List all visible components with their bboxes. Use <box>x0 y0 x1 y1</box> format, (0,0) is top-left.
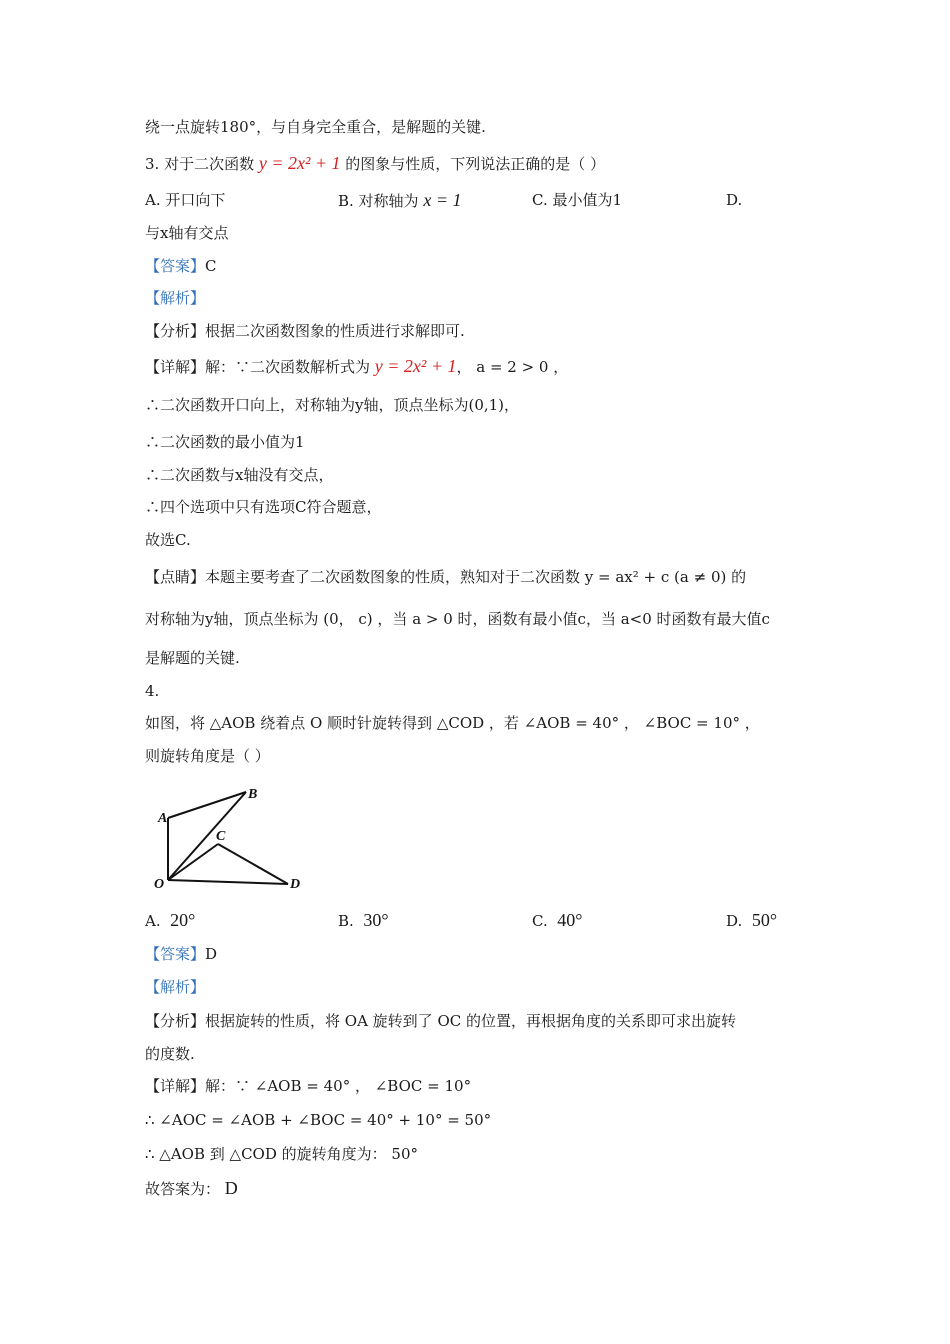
answer-tag: 【答案】 <box>145 945 206 963</box>
label-o: O <box>154 877 165 890</box>
label-b: B <box>248 787 258 802</box>
q3-fenxi <box>145 320 465 342</box>
label-c: C <box>216 829 226 844</box>
answer-value: C <box>205 257 217 275</box>
segment-od <box>168 880 288 884</box>
q3-dianjing-line1 <box>145 566 746 588</box>
q3-analysis-tag: 【解析】 <box>145 289 206 307</box>
dianjing-tag: 【点睛】 <box>145 568 206 586</box>
xj4-final-answer: D <box>224 1178 238 1198</box>
q4-xiangjie-line2: ∴ ∠AOC = ∠AOB + ∠BOC = 40° + 10° = 50° <box>145 1111 492 1129</box>
q4-option-d-label: D. <box>726 912 743 930</box>
q3-dianjing-line2: 对称轴为y轴，顶点坐标为 (0， c) ，当 a > 0 时，函数有最小值c，当 a<0 时函数有最大值c <box>145 610 770 628</box>
answer-tag: 【答案】 <box>145 257 206 275</box>
q3-formula: y = 2x² + 1 <box>258 153 341 173</box>
q4-option-a-label: A. <box>145 912 161 930</box>
segment-oc <box>168 844 218 880</box>
q3-answer <box>145 255 217 277</box>
q4-option-b-value: 30° <box>363 910 389 930</box>
xj3-formula: y = 2x² + 1 <box>374 356 457 376</box>
xj4-text-1: 解：∵ ∠AOB = 40° ， ∠BOC = 10° <box>205 1077 472 1095</box>
q4-xiangjie-line4 <box>145 1177 238 1200</box>
question-4-number: 4. <box>145 682 160 700</box>
label-d: D <box>290 877 301 890</box>
question-4-stem-line2: 则旋转角度是（ ） <box>145 747 270 765</box>
q3-xiangjie-line2: ∴二次函数开口向上，对称轴为y轴，顶点坐标为(0,1)， <box>145 396 520 414</box>
q3-dianjing-line3: 是解题的关键. <box>145 649 240 667</box>
q4-answer <box>145 943 217 965</box>
q3-xiangjie-line6: 故选C. <box>145 531 191 549</box>
q3-xiangjie-line4: ∴二次函数与x轴没有交点， <box>145 466 334 484</box>
q4-option-c-label: C. <box>532 912 548 930</box>
segment-cd <box>218 844 288 884</box>
q4-option-b <box>338 909 389 932</box>
q4-option-c <box>532 909 582 932</box>
q4-option-b-label: B. <box>338 912 354 930</box>
q4-option-d-value: 50° <box>751 910 778 930</box>
q4-xiangjie-line3: ∴ △AOB 到 △COD 的旋转角度为： 50° <box>145 1145 418 1163</box>
q3-option-b-math: x = 1 <box>423 190 462 210</box>
q3-option-a: A. 开口向下 <box>145 191 226 209</box>
q4-analysis-tag: 【解析】 <box>145 978 206 996</box>
q3-option-d: D. <box>726 191 743 209</box>
label-a: A <box>158 811 168 826</box>
q3-suffix: 的图象与性质，下列说法正确的是（ ） <box>340 155 606 173</box>
q3-option-c: C. 最小值为1 <box>532 191 623 209</box>
q3-option-b-text: B. 对称轴为 <box>338 192 424 210</box>
q4-option-a <box>145 909 195 932</box>
fenxi-tag: 【分析】 <box>145 322 206 340</box>
q3-option-b <box>338 189 461 212</box>
dj3-text-1: 本题主要考查了二次函数图象的性质，熟知对于二次函数 y = ax² + c (a ≠ 0) 的 <box>205 568 747 586</box>
q4-fenxi-line2: 的度数. <box>145 1045 195 1063</box>
xj3-text-a: 解：∵二次函数解析式为 <box>205 358 375 376</box>
q3-xiangjie-line3: ∴二次函数的最小值为1 <box>145 433 305 451</box>
xj4-final-label: 故答案为： <box>145 1180 225 1198</box>
xiangjie-tag: 【详解】 <box>145 358 206 376</box>
question-4-stem-line1: 如图，将 △AOB 绕着点 O 顺时针旋转得到 △COD ，若 ∠AOB = 40° ， ∠BOC = 10° ， <box>145 714 760 732</box>
q3-xiangjie-line5: ∴四个选项中只有选项C符合题意， <box>145 498 382 516</box>
q3-option-d-continued: 与x轴有交点 <box>145 224 229 242</box>
fenxi-text: 根据旋转的性质，将 OA 旋转到了 OC 的位置，再根据角度的关系即可求出旋转 <box>205 1012 736 1030</box>
q4-option-d <box>726 909 777 932</box>
question-3-stem <box>145 152 605 175</box>
text-line-q2-tail: 绕一点旋转180°，与自身完全重合，是解题的关键. <box>145 118 486 136</box>
q4-option-a-value: 20° <box>170 910 196 930</box>
q4-xiangjie-line1 <box>145 1075 471 1097</box>
xiangjie-tag: 【详解】 <box>145 1077 206 1095</box>
rotation-figure <box>150 780 310 890</box>
q3-prefix: 3. 对于二次函数 <box>145 155 259 173</box>
q4-fenxi-line1 <box>145 1010 736 1032</box>
q4-option-c-value: 40° <box>557 910 583 930</box>
q3-xiangjie-line1 <box>145 355 568 378</box>
answer-value: D <box>205 945 218 963</box>
xj3-text-b: ， a = 2 > 0 ， <box>456 358 569 376</box>
fenxi-text: 根据二次函数图象的性质进行求解即可. <box>205 322 465 340</box>
fenxi-tag: 【分析】 <box>145 1012 206 1030</box>
